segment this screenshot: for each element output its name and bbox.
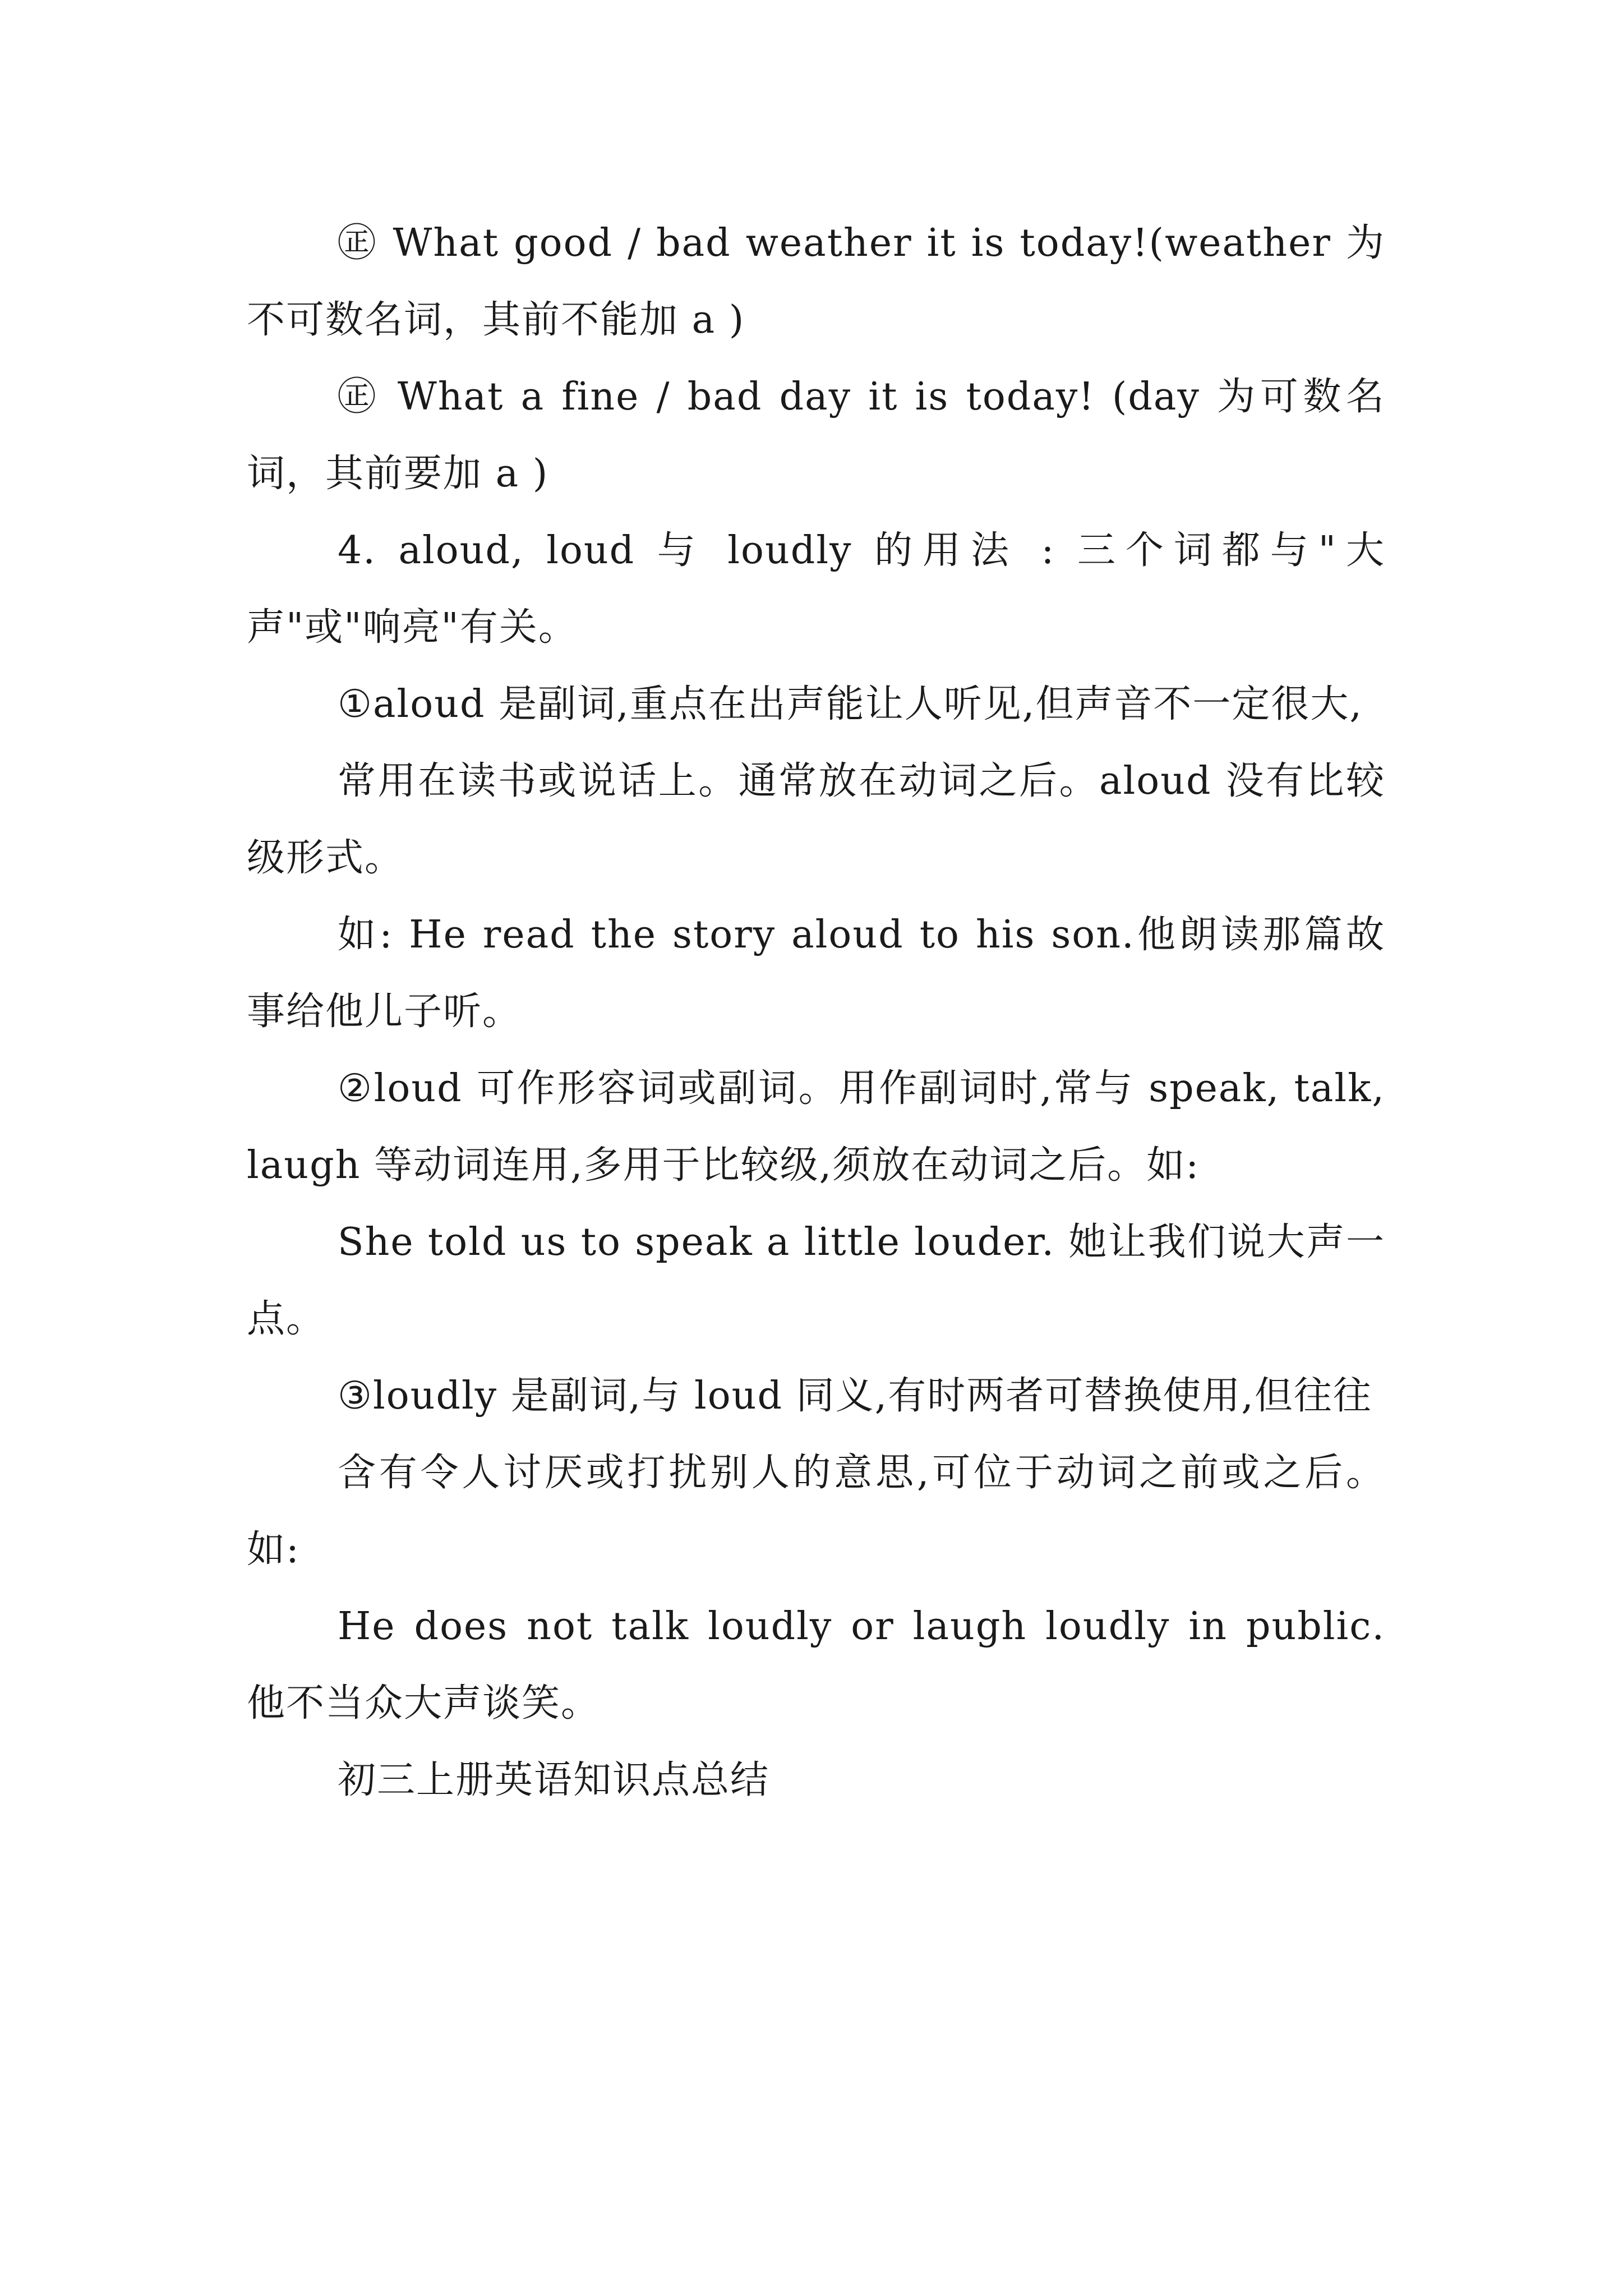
paragraph-loudly-definition: ③loudly 是副词,与 loud 同义,有时两者可替换使用,但往往 (338, 1374, 1372, 1418)
section-title: 初三上册英语知识点总结 (338, 1758, 770, 1802)
paragraph-aloud-example: 如: He read the story aloud to his son.他朗读那篇故事给他儿子听。 (247, 913, 1385, 1034)
paragraph-example-day: ㊣ What a fine / bad day it is today! (day 为可数名词，其前要加 a ) (247, 375, 1385, 496)
paragraph-example-weather: ㊣ What good / bad weather it is today!(weather 为不可数名词，其前不能加 a ) (247, 221, 1385, 342)
paragraph-aloud-usage: 常用在读书或说话上。通常放在动词之后。aloud 没有比较级形式。 (247, 759, 1385, 880)
paragraph-loudly-usage: 含有令人讨厌或打扰别人的意思,可位于动词之前或之后。如: (247, 1451, 1385, 1572)
paragraph-loud-example: She told us to speak a little louder. 她让我们说大声一点。 (247, 1220, 1385, 1341)
paragraph-loudly-example: He does not talk loudly or laugh loudly in public. 他不当众大声谈笑。 (247, 1604, 1385, 1726)
paragraph-aloud-definition: ①aloud 是副词,重点在出声能让人听见,但声音不一定很大, (338, 682, 1363, 726)
document-body (247, 205, 1385, 1819)
paragraph-item-4-heading: 4. aloud, loud 与 loudly 的用法 : 三个词都与"大声"或"响亮"有关。 (247, 528, 1385, 650)
paragraph-loud-definition: ②loud 可作形容词或副词。用作副词时,常与 speak, talk, laugh 等动词连用,多用于比较级,须放在动词之后。如: (247, 1066, 1385, 1188)
